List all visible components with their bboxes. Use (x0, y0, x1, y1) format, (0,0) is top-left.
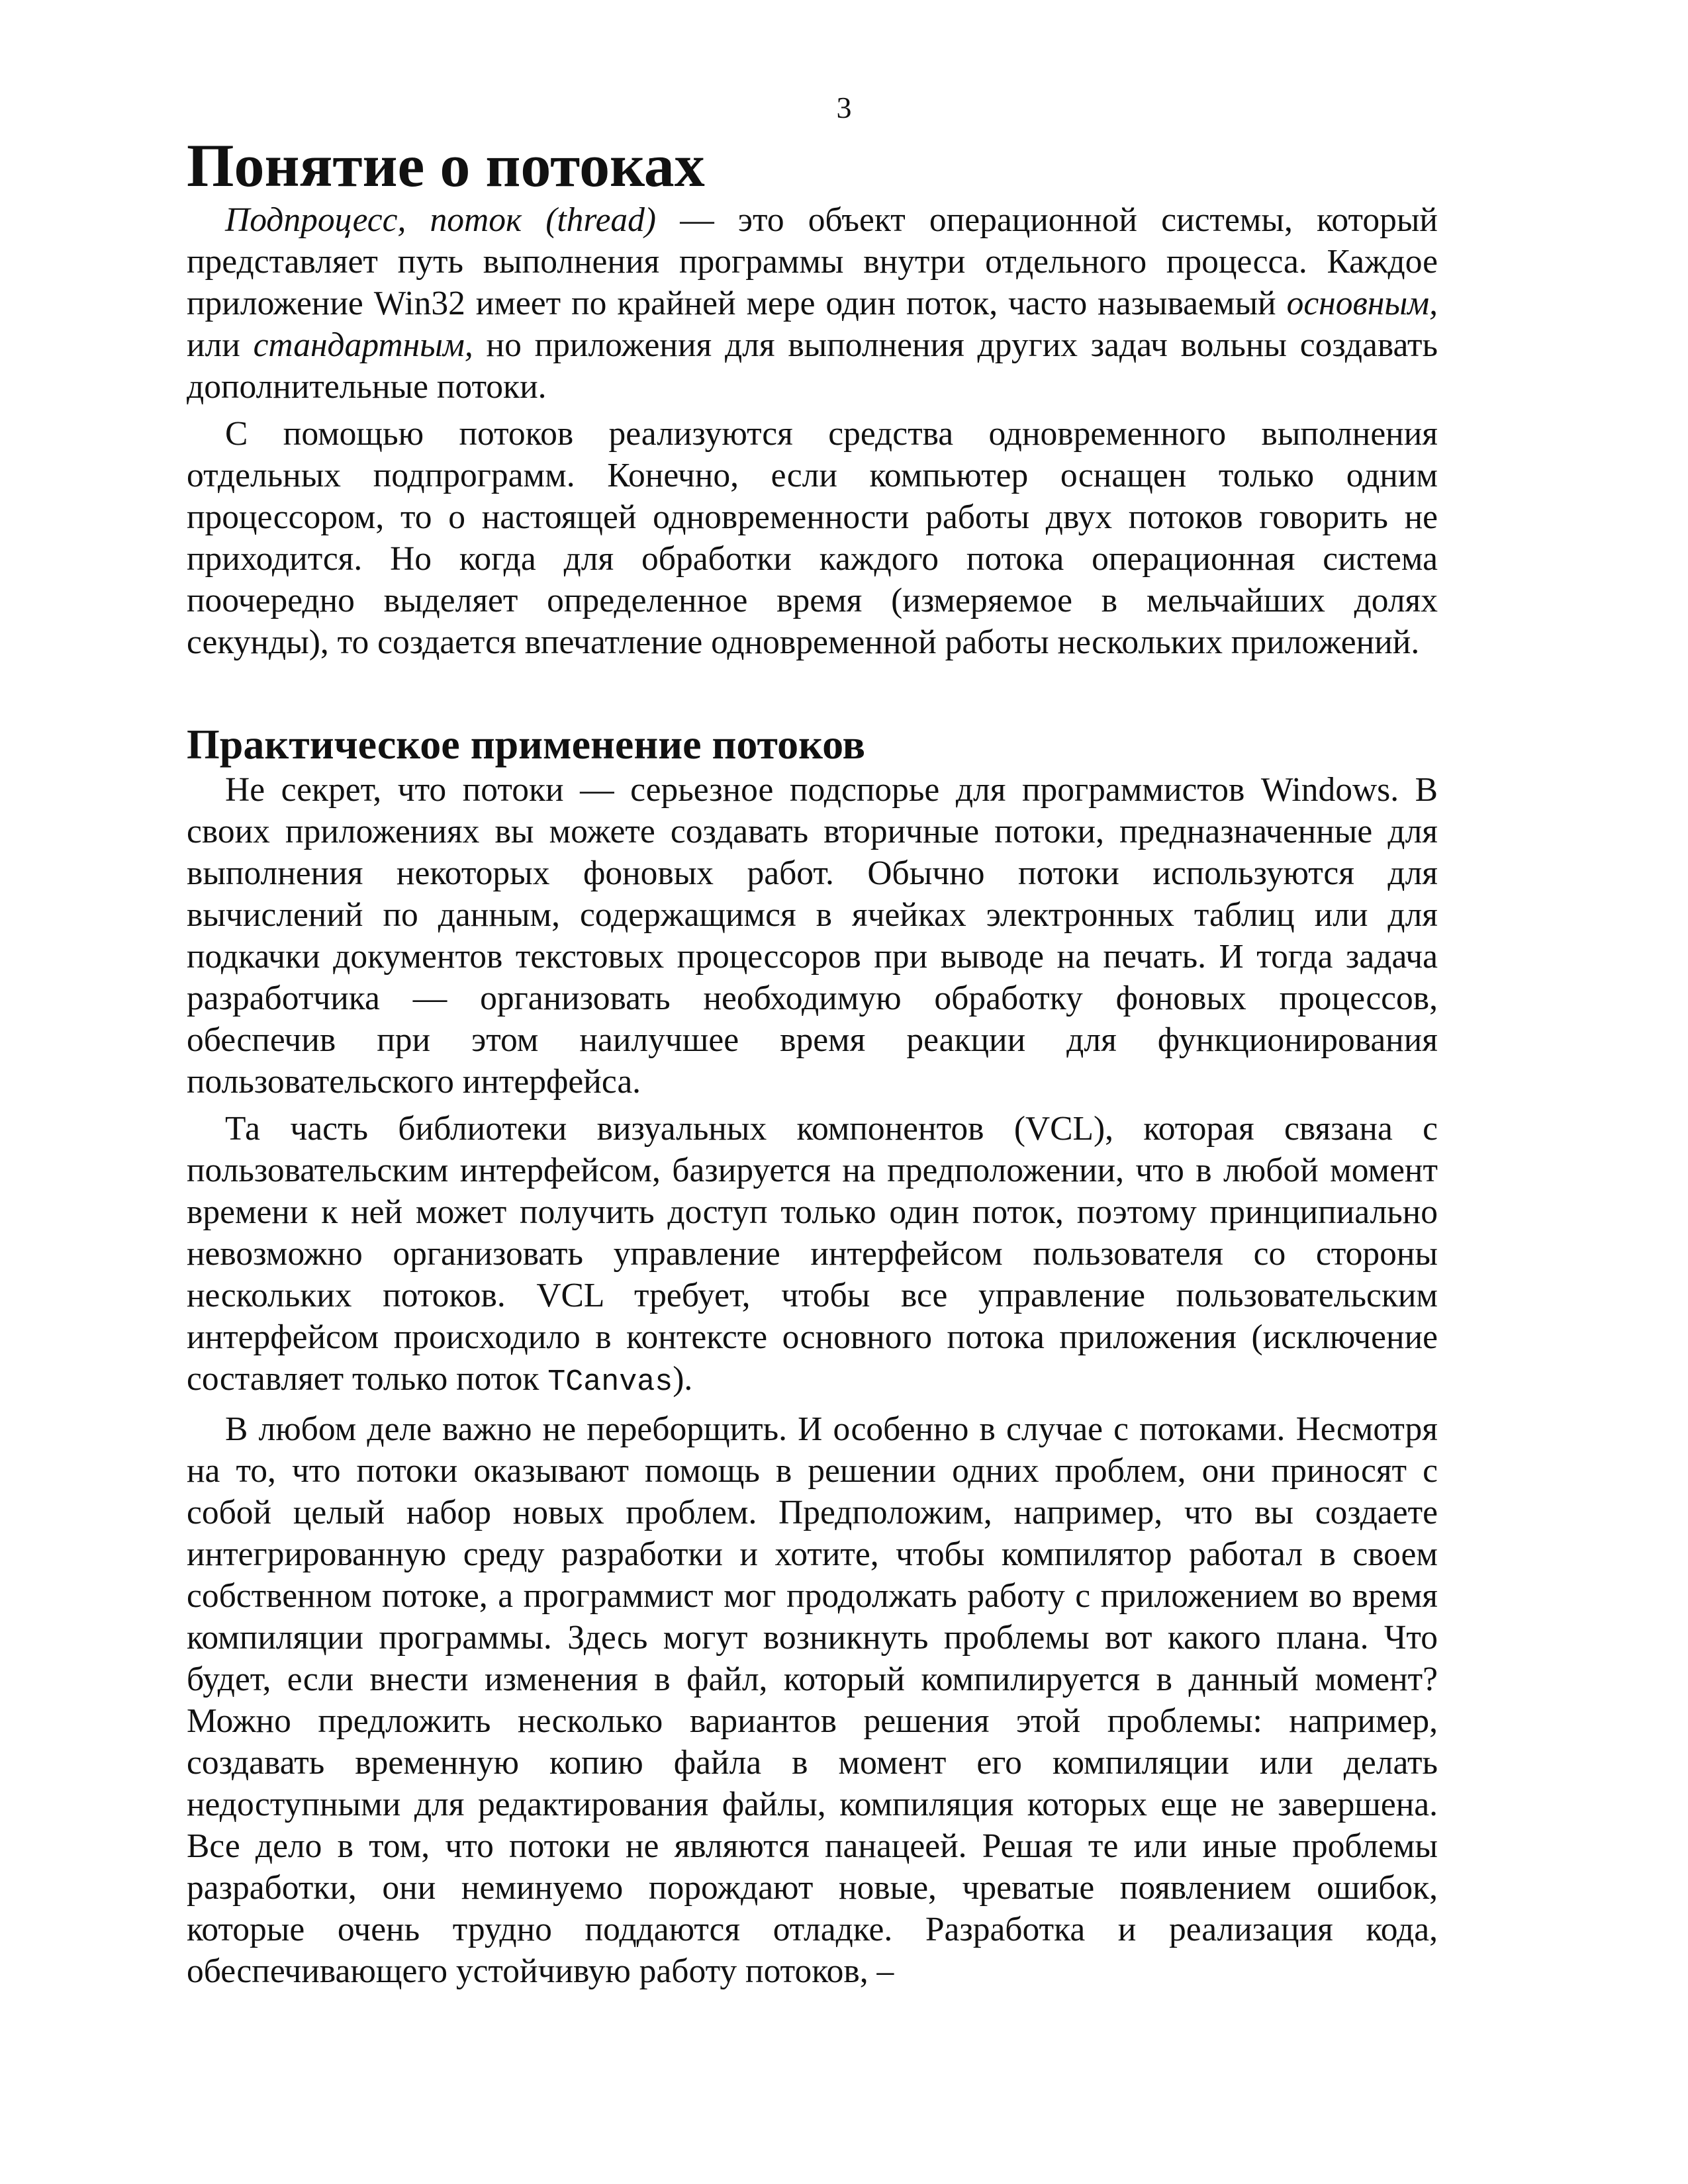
term-main: основным, (1286, 285, 1438, 323)
page-content (187, 132, 1438, 1992)
intro-paragraph-1-text-b: или (187, 326, 254, 365)
section-paragraph-1: Не секрет, что потоки — серьезное подспорье для программистов Windows. В своих приложениях вы можете создавать вторичные потоки, предназначенные для выполнения некоторых фоновых работ. Обычно потоки используются для вычислений по данным, содержащимся в ячейках электронных таблиц или для подкачки документов текстовых процессоров при выводе на печать. И тогда задача разработчика — организовать необходимую обработку фоновых процессов, обеспечив при этом наилучшее время реакции для функционирования пользовательского интерфейса. (187, 770, 1438, 1101)
page-title: Понятие о потоках (187, 132, 705, 199)
page-number: 3 (836, 91, 852, 124)
term-standard: стандартным, (253, 326, 473, 365)
intro-paragraph-2: С помощью потоков реализуются средства одновременного выполнения отдельных подпрограмм. Конечно, если компьютер оснащен только одним процессором, то о настоящей одновременности работы двух потоков говорить не приходится. Но когда для обработки каждого потока операционная система поочередно выделяет определенное время (измеряемое в мельчайших долях секунды), то создается впечатление одновременной работы нескольких приложений. (187, 415, 1438, 662)
intro-paragraph-1 (187, 199, 1438, 408)
code-tcanvas: TCanvas (547, 1365, 673, 1399)
section-paragraph-2 (187, 1108, 1438, 1403)
section-paragraph-3: В любом деле важно не переборщить. И особенно в случае с потоками. Несмотря на то, что потоки оказывают помощь в решении одних проблем, они приносят с собой целый набор новых проблем. Предположим, например, что вы создаете интегрированную среду разработки и хотите, чтобы компилятор работал в своем собственном потоке, а программист мог продолжать работу с приложением во время компиляции программы. Здесь могут возникнуть проблемы вот какого плана. Что будет, если внести изменения в файл, который компилируется в данный момент? Можно предложить несколько вариантов решения этой проблемы: например, создавать временную копию файла в момент его компиляции или делать недоступными для редактирования файлы, компиляция которых еще не завершена. Все дело в том, что потоки не являются панацеей. Решая те или иные проблемы разработки, они неминуемо порождают новые, чреватые появлением ошибок, которые очень трудно поддаются отладке. Разработка и реализация кода, обеспечивающего устойчивую работу потоков, – (187, 1410, 1438, 1990)
section-paragraph-2-text: Та часть библиотеки визуальных компонентов (VCL), которая связана с пользовательским интерфейсом, базируется на предположении, что в любой момент времени к ней может получить доступ только один поток, поэтому принципиально невозможно организовать управление интерфейсом пользователя со стороны нескольких потоков. VCL требует, чтобы все управление пользовательским интерфейсом происходило в контексте основного потока приложения (исключение составляет только поток (187, 1109, 1438, 1398)
section-heading: Практическое применение потоков (187, 721, 866, 768)
intro-paragraph-1-text-a: — это объект операционной системы, который представляет путь выполнения программы внутри отдельного процесса. Каждое приложение Win32 имеет по крайней мере один поток, часто называемый (187, 201, 1438, 323)
term-thread: Подпроцесс, поток (thread) (225, 201, 657, 240)
section-paragraph-2-tail: ). (673, 1359, 693, 1398)
intro-paragraph-1-text-c: но приложения для выполнения других задач вольны создавать дополнительные потоки. (187, 326, 1438, 406)
